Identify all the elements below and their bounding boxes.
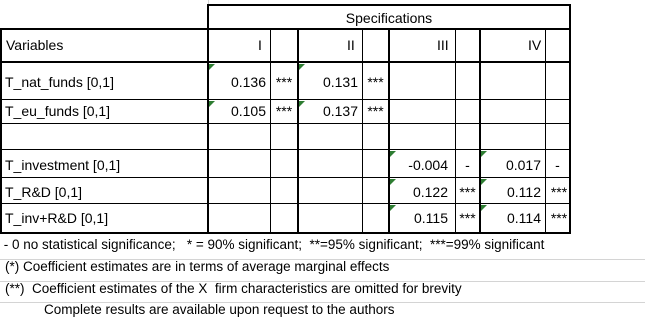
coefficient-cell: 0.131 bbox=[322, 74, 358, 90]
spec-header-IV: IV bbox=[528, 37, 542, 53]
table-left-border bbox=[0, 28, 2, 234]
spec-header-II: II bbox=[347, 37, 355, 53]
row-label-t-investment: T_investment [0,1] bbox=[5, 157, 121, 173]
omitted-characteristics-note: (**) Coefficient estimates of the X firm characteristics are omitted for brevity bbox=[5, 281, 462, 296]
coefficient-cell: -0.004 bbox=[408, 157, 448, 173]
spec-column-border bbox=[297, 28, 299, 234]
coefficient-cell: 0.105 bbox=[230, 103, 266, 119]
table-top-border bbox=[208, 4, 571, 6]
variables-header: Variables bbox=[6, 37, 64, 53]
significance-cell: - bbox=[465, 157, 470, 173]
significance-cell: *** bbox=[275, 103, 293, 119]
row-divider bbox=[0, 149, 571, 150]
significance-cell: *** bbox=[367, 103, 384, 119]
header-bottom-border bbox=[0, 61, 571, 63]
spec-header-III: III bbox=[437, 37, 449, 53]
spec-column-border bbox=[388, 28, 390, 234]
marginal-effects-note: (*) Coefficient estimates are in terms of average marginal effects bbox=[5, 259, 390, 274]
coefficient-cell: 0.122 bbox=[412, 184, 448, 200]
cell-comment-marker bbox=[209, 64, 215, 70]
cell-comment-marker bbox=[299, 64, 305, 70]
significance-cell: *** bbox=[550, 184, 568, 200]
row-divider bbox=[0, 99, 571, 100]
significance-cell: *** bbox=[550, 210, 568, 226]
significance-legend-note: - 0 no statistical significance; * = 90% significant; **=95% significant; ***=99% significant bbox=[0, 237, 545, 252]
significance-cell: *** bbox=[459, 210, 476, 226]
coefficient-cell: 0.115 bbox=[414, 210, 448, 226]
sig-column-border bbox=[270, 28, 271, 234]
specifications-header: Specifications bbox=[345, 10, 433, 26]
coefficient-cell: 0.136 bbox=[230, 74, 266, 90]
spec-header-I: I bbox=[258, 37, 262, 53]
row-divider bbox=[0, 123, 571, 124]
row-divider bbox=[0, 203, 571, 204]
row-label-t-nat-funds: T_nat_funds [0,1] bbox=[5, 74, 114, 90]
results-availability-note: Complete results are available upon request to the authors bbox=[44, 302, 395, 317]
significance-cell: *** bbox=[459, 184, 476, 200]
coefficient-cell: 0.137 bbox=[322, 103, 358, 119]
sig-column-border bbox=[362, 28, 363, 234]
table-bottom-border bbox=[0, 232, 571, 234]
sig-column-border bbox=[545, 28, 546, 234]
spec-column-border bbox=[479, 28, 481, 234]
variables-column-border bbox=[207, 4, 209, 234]
row-label-t-eu-funds: T_eu_funds [0,1] bbox=[5, 103, 111, 119]
row-label-t-rd: T_R&D [0,1] bbox=[5, 184, 83, 200]
significance-cell: - bbox=[555, 157, 560, 173]
row-divider bbox=[0, 177, 571, 178]
significance-cell: *** bbox=[367, 74, 384, 90]
coefficient-cell: 0.112 bbox=[507, 184, 541, 200]
significance-cell: *** bbox=[275, 74, 293, 90]
coefficient-cell: 0.017 bbox=[505, 157, 541, 173]
row-label-t-inv-rd: T_inv+R&D [0,1] bbox=[5, 210, 109, 226]
sig-column-border bbox=[455, 28, 456, 234]
coefficient-cell: 0.114 bbox=[507, 210, 541, 226]
header-divider bbox=[0, 28, 571, 30]
